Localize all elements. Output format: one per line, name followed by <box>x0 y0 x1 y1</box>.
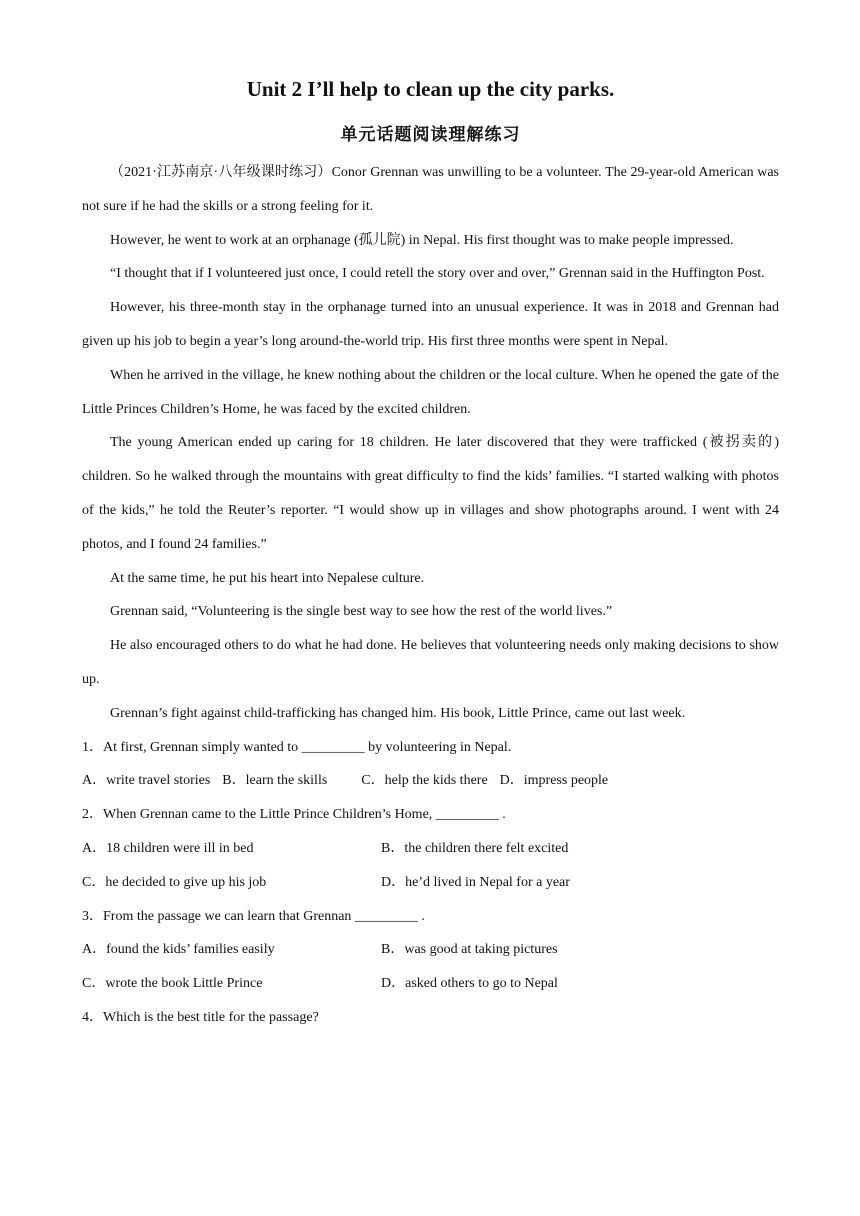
page-subtitle: 单元话题阅读理解练习 <box>340 125 521 145</box>
passage-paragraph: The young American ended up caring for 18 children. He later discovered that they were trafficked (被拐卖的) children. So he walked through the mountains with great difficulty to find the kids’ families. “I started walking with photos of the kids,” he told the Reuter’s reporter. “I would show up in villages and show photographs around. I went with 24 photos, and I found 24 families.” <box>82 435 779 552</box>
answer-options <box>82 764 779 798</box>
answer-option: C．wrote the book Little Prince <box>82 976 263 992</box>
passage-paragraph: “I thought that if I volunteered just once, I could retell the story over and over,” Grennan said in the Huffington Post. <box>110 266 765 282</box>
passage-paragraph: When he arrived in the village, he knew nothing about the children or the local culture. When he opened the gate of the Little Princes Children’s Home, he was faced by the excited children. <box>82 367 779 417</box>
answer-option: D．asked others to go to Nepal <box>381 976 558 992</box>
passage-paragraph: At the same time, he put his heart into Nepalese culture. <box>110 570 425 586</box>
answer-option: B．learn the skills <box>222 773 328 789</box>
answer-options <box>82 933 779 967</box>
answer-option: A．18 children were ill in bed <box>82 840 254 856</box>
answer-option: A．write travel stories <box>82 773 211 789</box>
answer-options <box>82 866 779 900</box>
answer-option: D．he’d lived in Nepal for a year <box>381 874 570 890</box>
passage-paragraph: He also encouraged others to do what he had done. He believes that volunteering needs only making decisions to show up. <box>82 638 779 687</box>
passage-paragraph: However, he went to work at an orphanage (孤儿院) in Nepal. His first thought was to make people impressed. <box>110 232 734 248</box>
page-title: Unit 2 I’ll help to clean up the city parks. <box>246 77 615 101</box>
document-page <box>82 72 779 1035</box>
question-stem: 1．At first, Grennan simply wanted to _________ by volunteering in Nepal. <box>82 739 512 755</box>
answer-option: D．impress people <box>499 773 609 789</box>
answer-option: C．he decided to give up his job <box>82 874 267 890</box>
answer-option: B．was good at taking pictures <box>381 942 558 958</box>
question-list <box>82 731 779 1035</box>
passage-paragraph: Grennan’s fight against child-trafficking has changed him. His book, Little Prince, came out last week. <box>110 705 686 721</box>
answer-options <box>82 967 779 1001</box>
passage-paragraph: Grennan said, “Volunteering is the single best way to see how the rest of the world lives.” <box>110 604 613 620</box>
answer-option: B．the children there felt excited <box>381 840 569 856</box>
question-stem: 3．From the passage we can learn that Grennan _________ . <box>82 908 425 924</box>
answer-option: C．help the kids there <box>361 773 488 789</box>
reading-passage <box>82 156 779 731</box>
answer-option: A．found the kids’ families easily <box>82 942 275 958</box>
question-stem: 4．Which is the best title for the passage? <box>82 1009 319 1025</box>
answer-options <box>82 832 779 866</box>
passage-paragraph: （2021·江苏南京·八年级课时练习）Conor Grennan was unwilling to be a volunteer. The 29-year-old American was not sure if he had the skills or a strong feeling for it. <box>82 165 779 214</box>
passage-paragraph: However, his three-month stay in the orphanage turned into an unusual experience. It was in 2018 and Grennan had given up his job to begin a year’s long around-the-world trip. His first three months were spent in Nepal. <box>82 300 779 349</box>
question-stem: 2．When Grennan came to the Little Prince Children’s Home, _________ . <box>82 807 506 823</box>
